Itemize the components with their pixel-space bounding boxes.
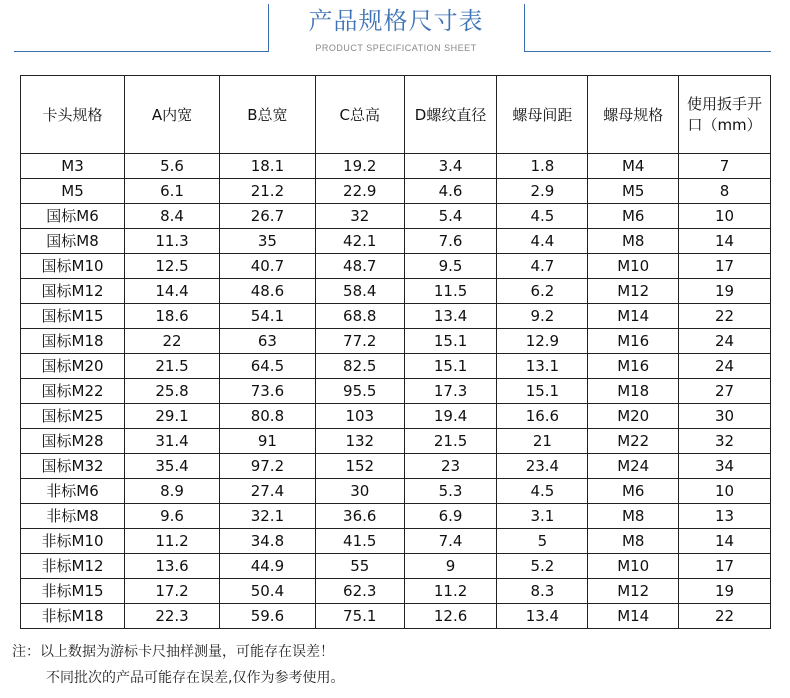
table-cell: 91 [219, 429, 315, 454]
page-title: 产品规格尺寸表 [308, 7, 484, 35]
table-cell: M16 [588, 354, 679, 379]
table-cell: 19 [679, 279, 771, 304]
table-cell: 32 [679, 429, 771, 454]
table-cell: M8 [588, 529, 679, 554]
table-cell: 54.1 [219, 304, 315, 329]
table-row [21, 254, 771, 279]
table-cell: 35.4 [125, 454, 220, 479]
table-cell: 9 [404, 554, 497, 579]
table-cell: 5.6 [125, 154, 220, 179]
table-cell: 58.4 [315, 279, 404, 304]
table-cell: 国标M28 [21, 429, 125, 454]
table-cell: M8 [588, 504, 679, 529]
note-line-2: 不同批次的产品可能存在误差,仅作为参考使用。 [46, 670, 345, 686]
table-cell: M10 [588, 554, 679, 579]
table-row [21, 379, 771, 404]
table-cell: 11.5 [404, 279, 497, 304]
table-cell: 11.3 [125, 229, 220, 254]
table-cell: 23.4 [497, 454, 588, 479]
table-cell: 国标M8 [21, 229, 125, 254]
table-cell: 21.5 [404, 429, 497, 454]
table-cell: 4.5 [497, 204, 588, 229]
table-cell: 40.7 [219, 254, 315, 279]
table-row [21, 304, 771, 329]
column-header: B总宽 [219, 76, 315, 154]
table-header-row [21, 76, 771, 154]
table-row [21, 354, 771, 379]
table-cell: 非标M18 [21, 604, 125, 629]
table-cell: 8.4 [125, 204, 220, 229]
table-cell: 17 [679, 554, 771, 579]
table-cell: 17.3 [404, 379, 497, 404]
table-cell: 22.9 [315, 179, 404, 204]
table-cell: M14 [588, 604, 679, 629]
table-cell: 国标M15 [21, 304, 125, 329]
table-cell: 4.5 [497, 479, 588, 504]
table-cell: 34 [679, 454, 771, 479]
table-cell: 48.6 [219, 279, 315, 304]
table-cell: 32 [315, 204, 404, 229]
table-cell: M24 [588, 454, 679, 479]
table-cell: 国标M32 [21, 454, 125, 479]
table-cell: 非标M12 [21, 554, 125, 579]
table-cell: 9.5 [404, 254, 497, 279]
table-cell: 12.9 [497, 329, 588, 354]
table-cell: 15.1 [404, 354, 497, 379]
table-cell: 82.5 [315, 354, 404, 379]
table-cell: 6.2 [497, 279, 588, 304]
table-cell: 14 [679, 229, 771, 254]
table-cell: 1.8 [497, 154, 588, 179]
table-cell: 62.3 [315, 579, 404, 604]
table-cell: 18.6 [125, 304, 220, 329]
table-cell: 24 [679, 329, 771, 354]
table-cell: 3.4 [404, 154, 497, 179]
table-cell: 63 [219, 329, 315, 354]
table-cell: 22 [679, 304, 771, 329]
table-cell: 75.1 [315, 604, 404, 629]
table-cell: M4 [588, 154, 679, 179]
table-cell: M6 [588, 204, 679, 229]
table-cell: 34.8 [219, 529, 315, 554]
table-cell: 103 [315, 404, 404, 429]
table-cell: 26.7 [219, 204, 315, 229]
column-header: D螺纹直径 [404, 76, 497, 154]
table-cell: 4.4 [497, 229, 588, 254]
table-cell: 36.6 [315, 504, 404, 529]
table-cell: 13 [679, 504, 771, 529]
table-cell: 非标M8 [21, 504, 125, 529]
page-subtitle: PRODUCT SPECIFICATION SHEET [315, 43, 477, 53]
table-cell: 97.2 [219, 454, 315, 479]
table-cell: 21 [497, 429, 588, 454]
table-cell: 24 [679, 354, 771, 379]
table-row [21, 279, 771, 304]
table-cell: 5.2 [497, 554, 588, 579]
table-cell: 10 [679, 479, 771, 504]
table-cell: 3.1 [497, 504, 588, 529]
table-cell: 15.1 [404, 329, 497, 354]
table-cell: 14.4 [125, 279, 220, 304]
table-cell: 77.2 [315, 329, 404, 354]
table-row [21, 604, 771, 629]
table-cell: 国标M25 [21, 404, 125, 429]
table-cell: 48.7 [315, 254, 404, 279]
table-row [21, 179, 771, 204]
table-cell: M6 [588, 479, 679, 504]
table-cell: 9.2 [497, 304, 588, 329]
table-cell: 32.1 [219, 504, 315, 529]
table-row [21, 154, 771, 179]
table-cell: 25.8 [125, 379, 220, 404]
table-cell: 21.5 [125, 354, 220, 379]
table-cell: 2.9 [497, 179, 588, 204]
table-cell: M12 [588, 279, 679, 304]
table-cell: 非标M6 [21, 479, 125, 504]
table-row [21, 479, 771, 504]
table-cell: 7.6 [404, 229, 497, 254]
table-cell: 64.5 [219, 354, 315, 379]
table-row [21, 329, 771, 354]
column-header: 卡头规格 [21, 76, 125, 154]
table-cell: 22 [679, 604, 771, 629]
table-cell: 5 [497, 529, 588, 554]
table-row [21, 204, 771, 229]
table-cell: 11.2 [404, 579, 497, 604]
header-left-bracket [14, 4, 269, 52]
table-cell: 21.2 [219, 179, 315, 204]
table-cell: M8 [588, 229, 679, 254]
table-cell: 14 [679, 529, 771, 554]
table-cell: M10 [588, 254, 679, 279]
table-row [21, 429, 771, 454]
column-header: 螺母间距 [497, 76, 588, 154]
table-cell: 29.1 [125, 404, 220, 429]
table-cell: 19.2 [315, 154, 404, 179]
table-cell: 80.8 [219, 404, 315, 429]
table-body [21, 154, 771, 629]
table-cell: 95.5 [315, 379, 404, 404]
table-cell: 6.9 [404, 504, 497, 529]
table-cell: 152 [315, 454, 404, 479]
table-cell: 国标M18 [21, 329, 125, 354]
table-cell: M14 [588, 304, 679, 329]
table-cell: 18.1 [219, 154, 315, 179]
table-cell: 非标M15 [21, 579, 125, 604]
column-header: C总高 [315, 76, 404, 154]
table-cell: 13.4 [497, 604, 588, 629]
table-cell: 27 [679, 379, 771, 404]
table-cell: 9.6 [125, 504, 220, 529]
table-cell: 7 [679, 154, 771, 179]
table-cell: 国标M12 [21, 279, 125, 304]
table-cell: 50.4 [219, 579, 315, 604]
table-cell: 4.7 [497, 254, 588, 279]
table-cell: 42.1 [315, 229, 404, 254]
column-header: A内宽 [125, 76, 220, 154]
table-cell: M5 [588, 179, 679, 204]
table-cell: 30 [315, 479, 404, 504]
table-cell: 12.5 [125, 254, 220, 279]
table-cell: 68.8 [315, 304, 404, 329]
table-row [21, 579, 771, 604]
table-cell: M3 [21, 154, 125, 179]
table-cell: 12.6 [404, 604, 497, 629]
table-row [21, 504, 771, 529]
table-cell: 10 [679, 204, 771, 229]
table-cell: M16 [588, 329, 679, 354]
table-cell: 30 [679, 404, 771, 429]
table-cell: 国标M10 [21, 254, 125, 279]
table-cell: 7.4 [404, 529, 497, 554]
table-cell: 国标M22 [21, 379, 125, 404]
table-cell: 国标M20 [21, 354, 125, 379]
table-cell: 8.9 [125, 479, 220, 504]
table-cell: 27.4 [219, 479, 315, 504]
note-line-1: 注：以上数据为游标卡尺抽样测量，可能存在误差！ [12, 644, 334, 660]
table-cell: 41.5 [315, 529, 404, 554]
table-cell: 59.6 [219, 604, 315, 629]
table-cell: 35 [219, 229, 315, 254]
table-cell: 13.6 [125, 554, 220, 579]
table-cell: 17.2 [125, 579, 220, 604]
table-cell: 22.3 [125, 604, 220, 629]
table-cell: 19 [679, 579, 771, 604]
table-cell: 5.3 [404, 479, 497, 504]
table-cell: 8 [679, 179, 771, 204]
table-cell: 55 [315, 554, 404, 579]
table-cell: 6.1 [125, 179, 220, 204]
table-row [21, 554, 771, 579]
column-header: 螺母规格 [588, 76, 679, 154]
header-right-bracket [524, 4, 771, 52]
table-cell: 73.6 [219, 379, 315, 404]
table-row [21, 404, 771, 429]
table-cell: 132 [315, 429, 404, 454]
table-cell: 31.4 [125, 429, 220, 454]
table-cell: 19.4 [404, 404, 497, 429]
table-cell: M5 [21, 179, 125, 204]
table-row [21, 529, 771, 554]
column-header: 使用扳手开口（mm） [679, 76, 771, 154]
table-cell: M22 [588, 429, 679, 454]
table-cell: 8.3 [497, 579, 588, 604]
table-cell: M12 [588, 579, 679, 604]
table-cell: 15.1 [497, 379, 588, 404]
table-cell: 11.2 [125, 529, 220, 554]
table-cell: 13.1 [497, 354, 588, 379]
table-cell: 4.6 [404, 179, 497, 204]
table-cell: 国标M6 [21, 204, 125, 229]
table-cell: M18 [588, 379, 679, 404]
table-cell: 非标M10 [21, 529, 125, 554]
table-cell: M20 [588, 404, 679, 429]
table-row [21, 229, 771, 254]
table-cell: 13.4 [404, 304, 497, 329]
table-cell: 23 [404, 454, 497, 479]
table-cell: 22 [125, 329, 220, 354]
table-cell: 5.4 [404, 204, 497, 229]
table-cell: 16.6 [497, 404, 588, 429]
spec-table [20, 75, 771, 629]
table-row [21, 454, 771, 479]
table-cell: 17 [679, 254, 771, 279]
table-cell: 44.9 [219, 554, 315, 579]
